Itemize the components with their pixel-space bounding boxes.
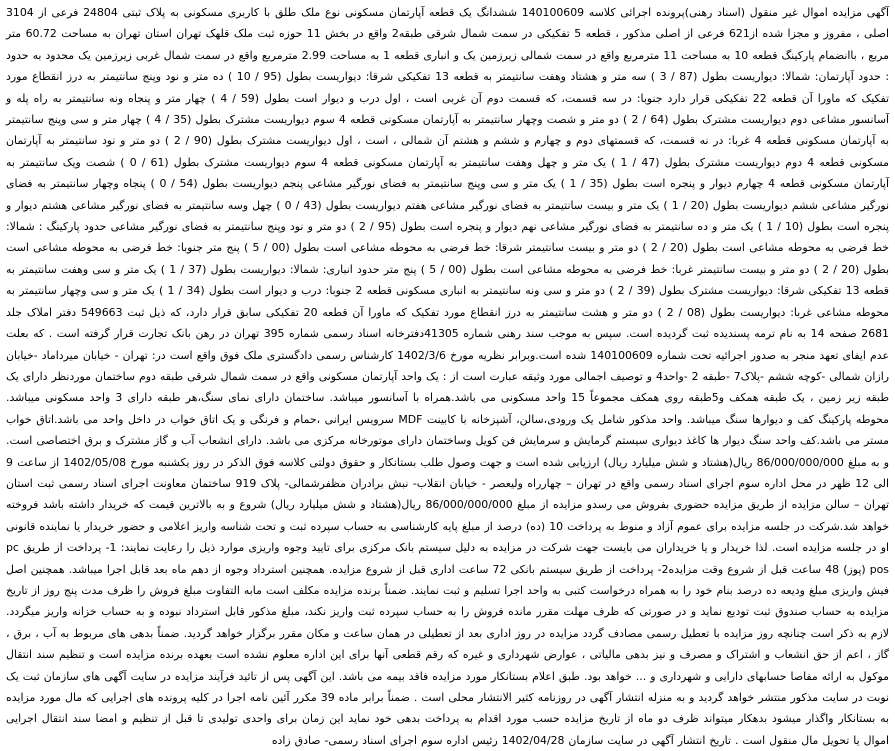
notice-body-text: آگهی مزایده اموال غیر منقول (اسناد رهنی)پرونده اجرائی کلاسه 140100609 ششدانگ یک قطعه آپارتمان مسکونی نوع ملک طلق با کاربری مسکونی به پلاک ثبتی 24804 فرعی از 3104 اصلی ، مفروز و مجزا شده از621 فرعی از اصلی مذکور ، قطعه 5 تفکیکی در سمت شمال شرقی طبقه2 واقع در بخش 11 حوزه ثبت ملک قلهک تهران استان تهران به مساحت 60.72 متر مربع ، باانضمام پارکینگ قطعه 10 به مساحت 11 مترمربع واقع در سمت شمالی زیرزمین یک و انباری قطعه 1 به مساحت 2.99 مترمربع واقع در سمت شمال غربی زیرزمین یک محدود به حدود : حدود آپارتمان: شمالا: دیواریست بطول (87 / 3 ) سه متر و هشتاد وهفت سانتیمتر به قطعه 13 تفکیکی شرقا: دیواریست بطول (95 / 10 ) ده متر و نود وپنج سانتیمتر به درز انقطاع مورد تفکیک که ماورا آن قطعه 22 تفکیکی قرار دارد جنوبا: در سه قسمت، که قسمت دوم آن غربی است ، اول درب و دیوار است بطول (59 / 4 ) چهار متر و پنجاه ونه سانتیمتر به راه پله و آسانسور مشاعی دوم دیواریست مشترک بطول (64 / 2 ) دو متر و شصت وچهار سانتیمتر به آپارتمان مسکونی قطعه 4 سوم دیواریست مشترک بطول (35 / 4 ) چهار متر و سی وپنج سانتیمتر به آپارتمان مسکونی قطعه 4 غربا: در نه قسمت، که قسمتهای دوم و چهارم و ششم و هشتم آن شمالی ، است ، اول دیواریست مشترک بطول (90 / 2 ) دو متر و نود سانتیمتر به آپارتمان مسکونی قطعه 4 دوم دیواریست مشترک بطول (47 / 1 ) یک متر و چهل وهفت سانتیمتر به آپارتمان مسکونی قطعه 4 سوم دیواریست مشترک بطول (61 / 0 ) شصت ویک سانتیمتر به آپارتمان مسکونی قطعه 4 چهارم دیوار و پنجره است بطول (35 / 1 ) یک متر و سی وپنج سانتیمتر به فضای نورگیر مشاعی پنجم دیواریست بطول (54 / 0 ) پنجاه وچهار سانتیمتر به فضای نورگیر مشاعی ششم دیواریست بطول (20 / 1 ) یک متر و بیست سانتیمتر به فضای نورگیر مشاعی هفتم دیواریست بطول (43 / 0 ) چهل وسه سانتیمتر به فضای نورگیر مشاعی هشتم دیوار و پنجره است بطول (10 / 1 ) یک متر و ده سانتیمتر به فضای نورگیر مشاعی نهم دیوار و پنجره است بطول (95 / 2 ) دو متر و نود وپنج سانتیمتر به فضای نورگیر مشاعی حدود پارکینگ : شمالا: خط فرضی به محوطه مشاعی است بطول (20 / 2 ) دو متر و بیست سانتیمتر شرقا: خط فرضی به محوطه مشاعی است بطول (00 / 5 ) پنج متر جنوبا: خط فرضی به محوطه مشاعی است بطول (20 / 2 ) دو متر و بیست سانتیمتر غربا: خط فرضی به محوطه مشاعی است بطول (00 / 5 ) پنج متر حدود انباری: شمالا: دیواریست بطول (37 / 1 ) یک متر و سی وهفت سانتیمتر به قطعه 13 تفکیکی شرقا: دیواریست مشترک بطول (39 / 2 ) دو متر و سی ونه سانتیمتر به انباری مسکونی قطعه 2 جنوبا: درب و دیوار است بطول (34 / 1 ) یک متر و سی وچهار سانتیمتر به محوطه مشاعی غربا: دیواریست بطول (08 / 2 ) دو متر و هشت سانتیمتر به درز انقطاع مورد تفکیک که ماورا آن قطعه 20 تفکیکی سابق قرار دارد، که ذیل ثبت 549663 دفتر املاک جلد 2681 صفحه 14 به نام ترمه پسندیده ثبت گردیده است. سپس به موجب سند رهنی شماره 41305دفترخانه اسناد رسمی شماره 395 تهران در رهن بانک تجارت قرار گرفته است . که بعلت عدم ایفای تعهد منجر به صدور اجرائیه تحت شماره 140100609 شده است.وبرابر نظریه مورخ 1402/3/6 کارشناس رسمی دادگستری ملک فوق واقع است در: تهران - خیابان میرداماد -خیابان رازان شمالی -کوچه ششم -پلاک7 -طبقه 2 -واحد4 و توصیف اجمالی مورد وثیقه عبارت است از : یک واحد آپارتمان مسکونی واقع در سمت شمال شرقی طبقه دوم ساختمان موردنظر دارای یک طبقه زیر زمین ، یک طبقه همکف و5طبقه روی همکف مجموعاً 15 واحد مسکونی می باشد.همراه با آسانسور میباشد. ساختمان دارای نمای سنگ،هر طبقه دارای 3 واحد مسکونی میباشد. محوطه پارکینگ کف و دیوارها سنگ میباشد. واحد مذکور شامل یک ورودی،سالن، آشپزخانه با کابینت MDF سرویس ایرانی ،حمام و فرنگی و یک اتاق خواب در داخل واحد می باشد.اتاق خواب مستر می باشد.کف واحد سنگ دیوار ها کاغذ دیواری سیستم گرمایش و سرمایش فن کویل وساختمان دارای موتورخانه مرکزی می باشد. دارای انشعاب آب و گاز مشترک و برق اختصاصی است. و به مبلغ 86/000/000/000 ریال(هشتاد و شش میلیارد ریال) ارزیابی شده است و جهت وصول طلب بستانکار و حقوق دولتی کلاسه فوق الذکر در روز یکشنبه مورخ 1402/05/08 از ساعت 9 الی 12 ظهر در محل اداره سوم اجرای اسناد رسمی واقع در تهران – چهارراه ولیعصر - خیابان انقلاب- نبش برادران مظفرشمالی- پلاک 919 ساختمان معاونت اجرای اسناد رسمی ثبت استان تهران – سالن مزایده از طریق مزایده حضوری بفروش می رسدو مزایده از مبلغ 86/000/000/000 ریال(هشتاد و شش میلیارد ریال) شروع و به بالاترین قیمت که خریدار داشته باشد فروخته خواهد شد.شرکت در جلسه مزایده برای عموم آزاد و منوط به پرداخت 10 (ده) درصد از مبلغ پایه کارشناسی به حساب سپرده ثبت و تحت شناسه واریز اعلامی و حضور خریدار یا نماینده قانونی او در جلسه مزایده است. لذا خریدار و یا خریداران می بایست جهت شرکت در مزایده به دلیل سیستم بانک مرکزی برای تایید وجوه واریزی موارد ذیل را رعایت نمایند: 1- پرداخت از طریق pc pos (پوز) 48 ساعت قبل از شروع وقت مزایده2- پرداخت از طریق سیستم بانکی 72 ساعت اداری قبل از شروع مزایده. همچنین استرداد وجوه از دهم ماه بعد قابل اجرا میباشد. همچنین اصل فیش واریزی مبلغ ودیعه ده درصد بنام خود را به همراه درخواست کتبی به واحد اجرا تسلیم و ثبت نمایند. ضمناً برنده مزایده مکلف است مابه التفاوت مبلغ فروش را ظرف مدت پنج روز از تاریخ مزایده به حساب صندوق ثبت تودیع نماید و در صورتی که ظرف مهلت مقرر مانده فروش را به حساب سپرده ثبت واریز نکند، مبلغ مذکور قابل استرداد نبوده و به حساب خزانه واریز میگردد. لازم به ذکر است چنانچه روز مزایده با تعطیل رسمی مصادف گردد مزایده در روز اداری بعد از تعطیلی در همان ساعت و مکان مقرر برگزار خواهد گردید. ضمناً بدهی های مربوط به آب ، برق ، گاز ، اعم از حق انشعاب و اشتراک و مصرف و نیز بدهی مالیاتی ، عوارض شهرداری و غیره که رقم قطعی آنها برای این اداره معلوم نشده است بعهده برنده مزایده است و تنظیم سند انتقال موکول به ارائه مفاصا حسابهای دارایی و شهرداری و ... خواهد بود. طبق اعلام بستانکار مورد مزایده فاقد بیمه می باشد. این آگهی پس از تائید فرآیند مزایده در سایت آگهی های سازمان ثبت یک نوبت در سایت مذکور منتشر خواهد گردید و به منزله انتشار آگهی در روزنامه کثیر الانتشار محلی است . ضمناً برابر ماده 39 مکرر آئین نامه اجرا در کلیه پرونده های اجرایی که مال مورد مزایده به بستانکار واگذار میشود بدهکار میتواند ظرف دو ماه از تاریخ مزایده حسب مورد اقدام به پرداخت بدهی خود نماید این زمان برای واحدی تولیدی تا قبل از تنظیم و امضا سند انتقال اجرایی اموال یا تحویل مال منقول است . تاریخ انتشار آگهی در سایت سازمان 1402/04/28 رئیس اداره سوم اجرای اسناد رسمی- صادق زاده bbox=[6, 6, 890, 747]
